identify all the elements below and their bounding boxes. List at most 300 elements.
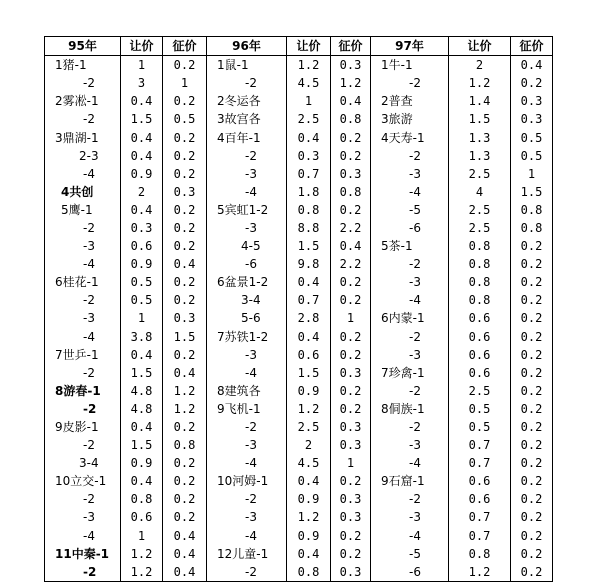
cell-issue-95 [45,436,121,454]
table-row [45,328,553,346]
cell-issue-95 [45,309,121,327]
cell-transfer-price-97: 2.5 [449,219,511,237]
cell-issue-95 [45,237,121,255]
cell-collect-price-97: 0.2 [511,545,553,563]
cell-issue-96 [207,400,287,418]
cell-collect-price-97: 0.2 [511,309,553,327]
issue-label: -3 [83,311,95,326]
issue-label: 10河姆-1 [217,474,269,489]
issue-label: -3 [83,510,95,525]
cell-issue-96 [207,273,287,291]
cell-transfer-price-95: 3.8 [121,328,163,346]
cell-collect-price-96: 0.2 [331,545,371,563]
cell-collect-price-95: 0.2 [163,418,207,436]
cell-transfer-price-97: 1.4 [449,92,511,110]
cell-transfer-price-95: 0.9 [121,165,163,183]
cell-collect-price-95: 0.2 [163,147,207,165]
issue-label: 2-3 [79,148,99,163]
cell-collect-price-97: 0.2 [511,563,553,582]
issue-label: -2 [245,492,257,507]
cell-collect-price-97: 0.2 [511,400,553,418]
issue-label: -2 [245,420,257,435]
cell-issue-95 [45,545,121,563]
cell-issue-96 [207,147,287,165]
issue-label: 4-5 [241,239,261,254]
cell-collect-price-97: 0.2 [511,490,553,508]
cell-transfer-price-97: 0.6 [449,490,511,508]
cell-issue-97 [371,563,449,582]
issue-label: -3 [245,510,257,525]
issue-label: -3 [409,347,421,362]
cell-transfer-price-96: 2.5 [287,418,331,436]
cell-collect-price-96: 0.2 [331,382,371,400]
cell-collect-price-95: 1.5 [163,328,207,346]
cell-issue-96 [207,219,287,237]
issue-label: 6内蒙-1 [381,311,425,326]
stamp-price-table [44,36,553,582]
cell-collect-price-96: 1.2 [331,74,371,92]
cell-issue-96 [207,201,287,219]
cell-transfer-price-96: 0.9 [287,490,331,508]
cell-transfer-price-95: 1.5 [121,364,163,382]
table-row [45,364,553,382]
cell-issue-95 [45,56,121,75]
cell-issue-95 [45,346,121,364]
cell-transfer-price-95: 0.4 [121,147,163,165]
cell-collect-price-95: 0.4 [163,527,207,545]
cell-collect-price-95: 0.2 [163,291,207,309]
cell-collect-price-97: 0.8 [511,219,553,237]
table-row [45,490,553,508]
cell-issue-96 [207,454,287,472]
cell-issue-95 [45,418,121,436]
issue-label: 7珍禽-1 [381,365,425,380]
cell-issue-96 [207,490,287,508]
cell-issue-97 [371,74,449,92]
cell-issue-95 [45,563,121,582]
cell-issue-97 [371,364,449,382]
cell-transfer-price-96: 0.3 [287,147,331,165]
table-row [45,527,553,545]
cell-issue-96 [207,309,287,327]
cell-collect-price-95: 0.4 [163,364,207,382]
cell-transfer-price-95: 0.5 [121,291,163,309]
issue-label: 2普查 [381,94,413,109]
cell-issue-95 [45,273,121,291]
table-row [45,183,553,201]
issue-label: 5茶-1 [381,239,413,254]
cell-issue-97 [371,110,449,128]
cell-issue-95 [45,382,121,400]
cell-issue-96 [207,110,287,128]
col-header-96-year: 96年 [207,37,287,56]
cell-issue-95 [45,364,121,382]
cell-transfer-price-95: 4.8 [121,400,163,418]
issue-label: 9皮影-1 [55,420,99,435]
issue-label: -2 [83,438,95,453]
cell-collect-price-95: 0.4 [163,563,207,582]
cell-transfer-price-97: 1.5 [449,110,511,128]
issue-label: -2 [83,293,95,308]
cell-issue-95 [45,255,121,273]
issue-label: -3 [409,510,421,525]
issue-label: -4 [409,456,421,471]
issue-label: -3 [245,438,257,453]
cell-collect-price-97: 0.2 [511,74,553,92]
cell-collect-price-97: 0.5 [511,147,553,165]
table-row [45,309,553,327]
cell-issue-95 [45,74,121,92]
table-row [45,147,553,165]
cell-collect-price-97: 0.2 [511,527,553,545]
cell-collect-price-96: 2.2 [331,219,371,237]
cell-issue-97 [371,219,449,237]
table-row [45,201,553,219]
cell-transfer-price-96: 0.6 [287,346,331,364]
issue-label: 6盆景1-2 [217,275,269,290]
cell-issue-97 [371,128,449,146]
cell-transfer-price-97: 0.6 [449,309,511,327]
cell-issue-96 [207,237,287,255]
cell-issue-96 [207,328,287,346]
issue-label: 1鼠-1 [217,58,249,73]
cell-collect-price-96: 0.3 [331,165,371,183]
issue-label: -3 [409,275,421,290]
issue-label: 7苏铁1-2 [217,329,269,344]
table-row [45,165,553,183]
cell-collect-price-96: 0.3 [331,563,371,582]
issue-label: 4天寿-1 [381,130,425,145]
cell-transfer-price-95: 0.5 [121,273,163,291]
cell-transfer-price-96: 2 [287,436,331,454]
cell-collect-price-95: 0.2 [163,165,207,183]
cell-issue-97 [371,237,449,255]
cell-transfer-price-96: 0.4 [287,273,331,291]
issue-label: -2 [245,564,257,579]
issue-label: 9飞机-1 [217,401,261,416]
table-row [45,508,553,526]
col-header-96-collect-price: 征价 [331,37,371,56]
issue-label: -2 [83,76,95,91]
cell-collect-price-97: 0.8 [511,201,553,219]
issue-label: -2 [83,112,95,127]
cell-collect-price-97: 0.2 [511,382,553,400]
cell-transfer-price-96: 0.4 [287,545,331,563]
cell-collect-price-95: 1 [163,74,207,92]
cell-collect-price-96: 0.2 [331,201,371,219]
cell-transfer-price-97: 0.5 [449,418,511,436]
table-row [45,74,553,92]
cell-issue-97 [371,418,449,436]
issue-label: 6桂花-1 [55,275,99,290]
table-row [45,472,553,490]
cell-transfer-price-95: 0.4 [121,346,163,364]
cell-collect-price-97: 0.2 [511,454,553,472]
cell-collect-price-96: 0.4 [331,237,371,255]
col-header-96-transfer-price: 让价 [287,37,331,56]
cell-transfer-price-96: 8.8 [287,219,331,237]
table-row [45,346,553,364]
cell-transfer-price-95: 1.2 [121,545,163,563]
cell-collect-price-97: 0.2 [511,436,553,454]
cell-transfer-price-97: 0.6 [449,346,511,364]
cell-collect-price-95: 0.2 [163,346,207,364]
issue-label: -3 [245,220,257,235]
cell-transfer-price-96: 1 [287,92,331,110]
cell-transfer-price-97: 0.6 [449,364,511,382]
table-row [45,128,553,146]
table-row [45,545,553,563]
cell-transfer-price-97: 2.5 [449,201,511,219]
cell-collect-price-96: 0.2 [331,346,371,364]
cell-transfer-price-97: 0.6 [449,472,511,490]
issue-label: 3旅游 [381,112,413,127]
cell-transfer-price-97: 2.5 [449,165,511,183]
cell-transfer-price-95: 3 [121,74,163,92]
cell-transfer-price-96: 2.8 [287,309,331,327]
issue-label: -4 [83,329,95,344]
cell-collect-price-96: 0.2 [331,472,371,490]
cell-transfer-price-97: 0.7 [449,527,511,545]
cell-transfer-price-96: 0.7 [287,165,331,183]
cell-issue-96 [207,183,287,201]
cell-issue-97 [371,56,449,75]
cell-collect-price-96: 0.3 [331,56,371,75]
cell-collect-price-95: 0.5 [163,110,207,128]
cell-collect-price-95: 0.2 [163,92,207,110]
cell-transfer-price-95: 1 [121,309,163,327]
cell-collect-price-97: 1.5 [511,183,553,201]
cell-issue-95 [45,291,121,309]
col-header-95-collect-price: 征价 [163,37,207,56]
cell-collect-price-96: 0.2 [331,291,371,309]
cell-collect-price-95: 0.4 [163,545,207,563]
cell-collect-price-96: 0.3 [331,364,371,382]
cell-issue-96 [207,508,287,526]
cell-issue-95 [45,201,121,219]
cell-transfer-price-96: 0.4 [287,328,331,346]
issue-label: 3故宫各 [217,112,261,127]
cell-collect-price-97: 1 [511,165,553,183]
cell-collect-price-96: 0.2 [331,147,371,165]
issue-label: -2 [409,383,421,398]
cell-collect-price-95: 0.2 [163,219,207,237]
cell-transfer-price-96: 2.5 [287,110,331,128]
issue-label: 2冬运各 [217,94,261,109]
cell-transfer-price-95: 0.6 [121,508,163,526]
cell-collect-price-96: 0.2 [331,400,371,418]
issue-label: -4 [83,528,95,543]
issue-label: -6 [409,564,421,579]
issue-label: 4百年-1 [217,130,261,145]
issue-label: 7世乒-1 [55,347,99,362]
cell-collect-price-95: 0.3 [163,309,207,327]
table-row [45,56,553,75]
cell-collect-price-97: 0.2 [511,291,553,309]
cell-issue-95 [45,183,121,201]
header-row [45,37,553,56]
cell-transfer-price-96: 1.2 [287,400,331,418]
cell-collect-price-95: 0.2 [163,237,207,255]
cell-collect-price-97: 0.2 [511,418,553,436]
cell-issue-96 [207,255,287,273]
cell-issue-96 [207,165,287,183]
issue-label: 5宾虹1-2 [217,202,269,217]
issue-label: 4共创 [61,184,94,199]
issue-label: -2 [83,365,95,380]
cell-transfer-price-97: 0.8 [449,237,511,255]
table-row [45,92,553,110]
issue-label: -4 [245,365,257,380]
issue-label: -2 [409,420,421,435]
cell-collect-price-96: 0.3 [331,490,371,508]
issue-label: -4 [83,166,95,181]
cell-transfer-price-96: 0.4 [287,472,331,490]
issue-label: -4 [409,528,421,543]
cell-collect-price-95: 1.2 [163,382,207,400]
cell-issue-97 [371,255,449,273]
cell-transfer-price-97: 0.7 [449,508,511,526]
cell-transfer-price-97: 0.8 [449,273,511,291]
cell-transfer-price-97: 4 [449,183,511,201]
cell-collect-price-95: 0.2 [163,490,207,508]
cell-collect-price-97: 0.5 [511,128,553,146]
table-row [45,110,553,128]
cell-collect-price-96: 0.8 [331,183,371,201]
cell-collect-price-97: 0.2 [511,508,553,526]
cell-issue-96 [207,563,287,582]
cell-collect-price-95: 0.3 [163,183,207,201]
cell-transfer-price-95: 1 [121,56,163,75]
cell-issue-97 [371,183,449,201]
cell-transfer-price-95: 2 [121,183,163,201]
cell-transfer-price-96: 1.5 [287,237,331,255]
issue-label: 8游春-1 [55,383,101,398]
cell-issue-97 [371,201,449,219]
col-header-95-transfer-price: 让价 [121,37,163,56]
cell-issue-95 [45,147,121,165]
col-header-97-collect-price: 征价 [511,37,553,56]
cell-transfer-price-95: 0.6 [121,237,163,255]
issue-label: -6 [245,257,257,272]
cell-collect-price-95: 0.2 [163,128,207,146]
issue-label: 8侗族-1 [381,401,425,416]
issue-label: -2 [245,76,257,91]
cell-issue-96 [207,346,287,364]
cell-transfer-price-95: 1 [121,527,163,545]
cell-transfer-price-96: 0.8 [287,201,331,219]
cell-transfer-price-97: 1.3 [449,147,511,165]
cell-collect-price-96: 0.3 [331,436,371,454]
table-row [45,273,553,291]
issue-label: 2雾凇-1 [55,94,99,109]
issue-label: 1牛-1 [381,58,413,73]
cell-issue-95 [45,472,121,490]
cell-collect-price-97: 0.2 [511,328,553,346]
cell-transfer-price-97: 0.7 [449,436,511,454]
cell-issue-95 [45,165,121,183]
issue-label: -4 [409,293,421,308]
cell-issue-97 [371,382,449,400]
issue-label: -4 [83,257,95,272]
cell-issue-97 [371,545,449,563]
issue-label: -2 [409,257,421,272]
issue-label: -2 [83,492,95,507]
cell-transfer-price-96: 1.2 [287,508,331,526]
cell-transfer-price-96: 0.7 [287,291,331,309]
cell-collect-price-96: 1 [331,309,371,327]
table-row [45,400,553,418]
issue-label: 3鼎湖-1 [55,130,99,145]
cell-collect-price-97: 0.2 [511,364,553,382]
cell-issue-95 [45,490,121,508]
cell-issue-97 [371,400,449,418]
cell-issue-95 [45,400,121,418]
cell-issue-96 [207,74,287,92]
cell-issue-96 [207,472,287,490]
cell-collect-price-95: 0.2 [163,273,207,291]
cell-collect-price-96: 0.2 [331,328,371,346]
cell-transfer-price-97: 0.5 [449,400,511,418]
cell-issue-97 [371,346,449,364]
cell-collect-price-96: 0.2 [331,527,371,545]
issue-label: 3-4 [79,456,99,471]
issue-label: -4 [409,184,421,199]
table-row [45,563,553,582]
cell-transfer-price-95: 0.9 [121,255,163,273]
cell-issue-97 [371,147,449,165]
cell-issue-97 [371,508,449,526]
cell-transfer-price-96: 1.5 [287,364,331,382]
cell-collect-price-97: 0.4 [511,56,553,75]
cell-issue-95 [45,219,121,237]
cell-transfer-price-97: 0.6 [449,328,511,346]
cell-transfer-price-97: 0.8 [449,255,511,273]
table-row [45,237,553,255]
cell-collect-price-96: 2.2 [331,255,371,273]
cell-transfer-price-95: 1.5 [121,110,163,128]
issue-label: 8建筑各 [217,383,261,398]
cell-issue-96 [207,436,287,454]
cell-collect-price-95: 0.2 [163,56,207,75]
cell-issue-97 [371,165,449,183]
cell-issue-96 [207,92,287,110]
cell-transfer-price-95: 0.4 [121,201,163,219]
cell-transfer-price-97: 1.2 [449,563,511,582]
cell-collect-price-97: 0.3 [511,110,553,128]
issue-label: -3 [409,438,421,453]
cell-transfer-price-95: 1.5 [121,436,163,454]
issue-label: -6 [409,220,421,235]
cell-collect-price-97: 0.2 [511,273,553,291]
issue-label: -2 [409,76,421,91]
cell-collect-price-95: 0.2 [163,201,207,219]
issue-label: -5 [409,546,421,561]
table-row [45,219,553,237]
issue-label: 3-4 [241,293,261,308]
cell-issue-96 [207,128,287,146]
issue-label: -4 [245,456,257,471]
cell-transfer-price-95: 0.4 [121,92,163,110]
cell-collect-price-97: 0.2 [511,472,553,490]
cell-transfer-price-95: 4.8 [121,382,163,400]
cell-transfer-price-96: 0.9 [287,382,331,400]
issue-label: -3 [245,347,257,362]
issue-label: -3 [409,166,421,181]
cell-collect-price-95: 0.2 [163,472,207,490]
cell-transfer-price-96: 4.5 [287,454,331,472]
cell-issue-97 [371,309,449,327]
